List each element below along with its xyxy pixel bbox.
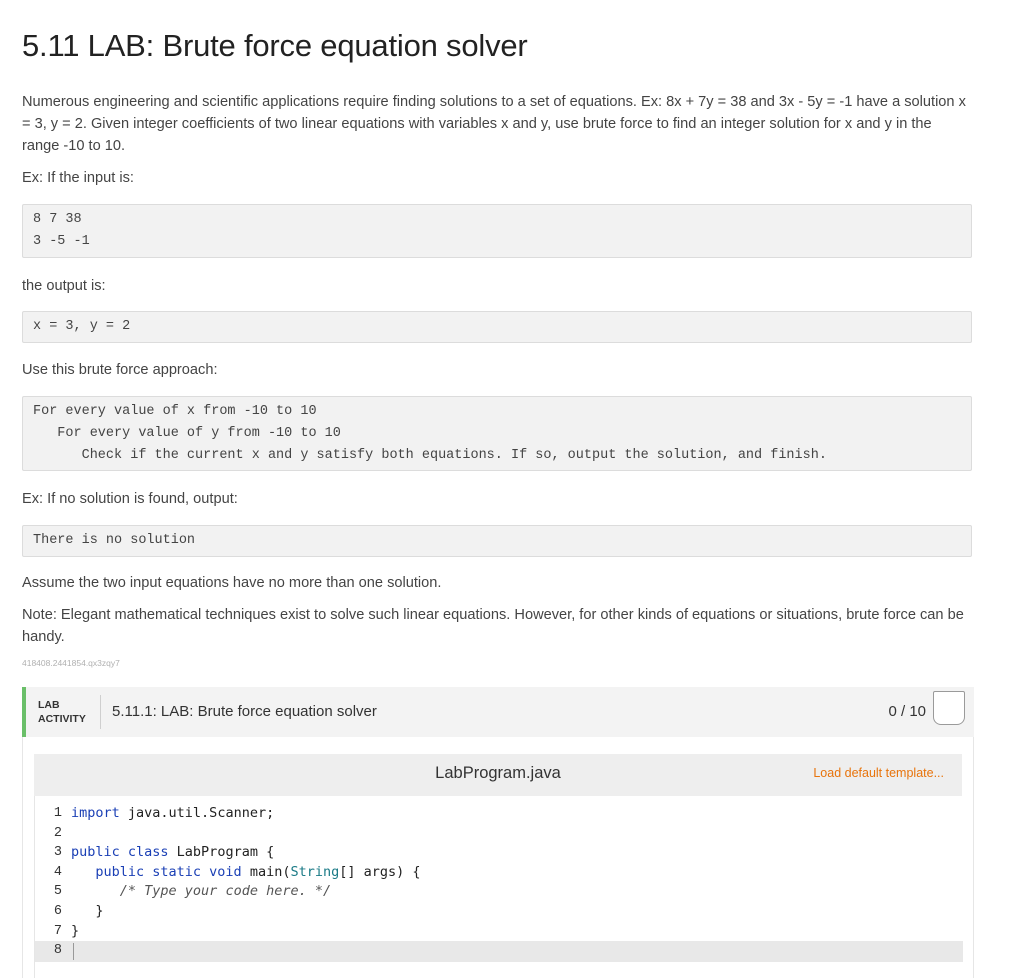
lab-activity-title: 5.11.1: LAB: Brute force equation solver: [112, 703, 377, 720]
code-line-4[interactable]: [71, 863, 959, 883]
output-code-block: [22, 311, 972, 343]
note-paragraph: Note: Elegant mathematical techniques exist to solve such linear equations. However, for other kinds of equations or situations, brute force can be handy.: [22, 607, 964, 645]
code-text: java.util.Scanner;: [119, 805, 275, 821]
lab-activity-header: [22, 687, 974, 737]
code-line-8[interactable]: [71, 941, 959, 961]
code-text: [] args) {: [339, 863, 421, 880]
code-line: There is no solution: [33, 533, 196, 548]
content-hash: 418408.2441854.qx3zqy7: [22, 658, 120, 668]
lab-activity-label: [38, 698, 86, 726]
code-line: 3 -5 -1: [33, 234, 90, 249]
code-editor[interactable]: [34, 796, 962, 978]
lab-header-divider: [100, 695, 101, 729]
text-cursor: [73, 943, 74, 960]
code-comment: /* Type your code here. */: [119, 883, 332, 900]
load-default-template-link[interactable]: Load default template...: [813, 766, 944, 780]
keyword: public class: [71, 844, 169, 861]
keyword: import: [71, 805, 120, 821]
code-line: x = 3, y = 2: [33, 319, 131, 334]
no-solution-code-block: [22, 525, 972, 557]
line-number: 4: [53, 864, 62, 880]
lab-score: 0 / 10: [888, 703, 926, 720]
completion-badge-icon: [933, 691, 965, 725]
indent: [71, 903, 95, 919]
keyword: public static void: [95, 863, 242, 880]
approach-code-block: [22, 396, 972, 471]
line-number: 5: [53, 884, 62, 900]
code-line: For every value of y from -10 to 10: [33, 426, 341, 441]
assume-paragraph: Assume the two input equations have no more than one solution.: [22, 575, 442, 591]
code-text: LabProgram {: [168, 844, 275, 861]
code-line-1[interactable]: [71, 804, 959, 824]
output-label: the output is:: [22, 278, 106, 294]
indent: [71, 883, 120, 899]
code-lines[interactable]: [71, 804, 959, 961]
line-number-gutter: [35, 804, 65, 961]
editor-filename: LabProgram.java: [435, 764, 561, 782]
line-number: 8: [53, 943, 62, 959]
code-line-6[interactable]: [71, 902, 959, 922]
code-line-7[interactable]: [71, 922, 959, 942]
line-number: 1: [53, 806, 62, 821]
code-line: For every value of x from -10 to 10: [33, 404, 317, 419]
indent: [71, 864, 95, 880]
code-text: }: [95, 902, 104, 919]
code-text: }: [71, 922, 80, 939]
intro-paragraph: Numerous engineering and scientific applications require finding solutions to a set of equations. Ex: 8x + 7y = 38 and 3x - 5y = -1 have a solution x = 3, y = 2. Given integer coefficients of two linear equations with variables x and y, use brute force to find an integer solution for x and y in the range -10 to 10.: [22, 94, 966, 154]
no-solution-label: Ex: If no solution is found, output:: [22, 491, 238, 507]
editor-header: [34, 754, 962, 796]
line-number: 7: [53, 923, 62, 939]
code-line: 8 7 38: [33, 212, 82, 227]
code-line-5[interactable]: [71, 882, 959, 902]
example-input-label: Ex: If the input is:: [22, 170, 134, 186]
code-text: main(: [241, 863, 291, 880]
line-number: 3: [53, 845, 62, 861]
line-number: 2: [53, 825, 62, 841]
code-line: Check if the current x and y satisfy both equations. If so, output the solution, and finish.: [33, 448, 827, 463]
approach-label: Use this brute force approach:: [22, 362, 218, 378]
type-name: String: [290, 863, 340, 880]
line-number: 6: [53, 903, 62, 919]
lab-label-line1: LAB: [38, 699, 60, 711]
lab-label-line2: ACTIVITY: [38, 713, 86, 725]
code-line-2[interactable]: [71, 824, 959, 844]
input-code-block: [22, 204, 972, 258]
page-title: 5.11 LAB: Brute force equation solver: [22, 28, 528, 63]
code-line-3[interactable]: [71, 843, 959, 863]
